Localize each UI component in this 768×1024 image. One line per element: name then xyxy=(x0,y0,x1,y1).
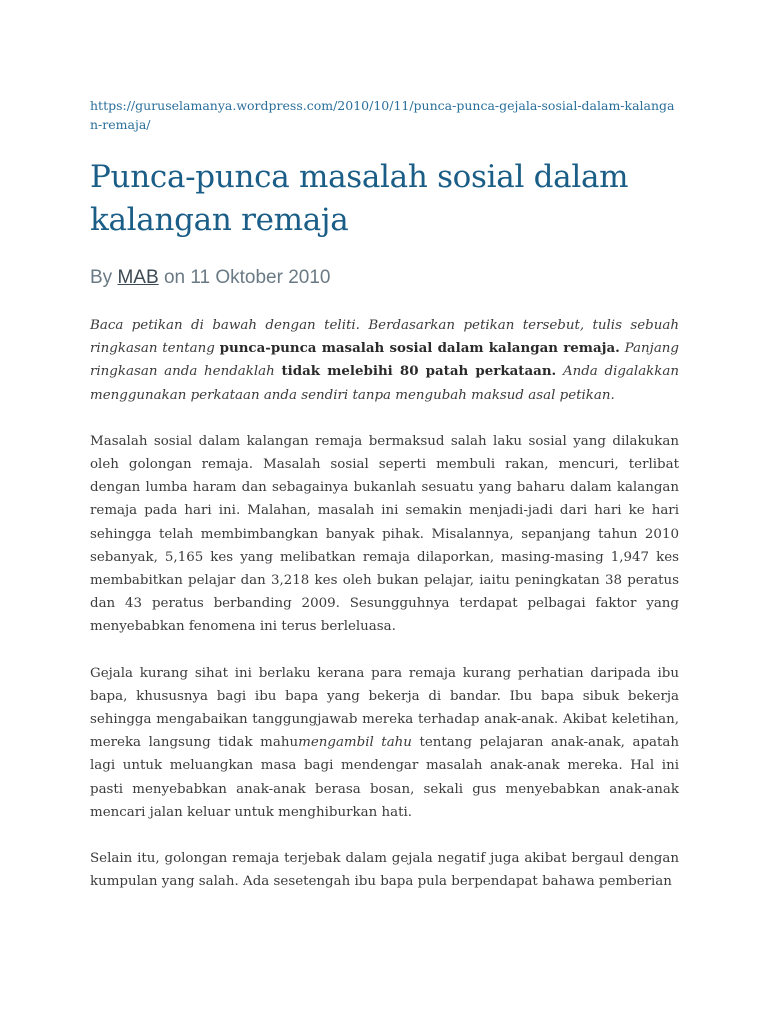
paragraph-2-italic: mengambil tahu xyxy=(298,735,412,751)
instruction-bold-1: punca-punca masalah sosial dalam kalangan remaja. xyxy=(219,340,620,357)
instruction-text-1: Baca petikan di bawah dengan teliti. Berdasarkan petikan tersebut, tulis sebuah ringkasan tentang xyxy=(90,318,679,357)
article xyxy=(90,96,679,893)
byline xyxy=(90,266,679,290)
byline-by: By xyxy=(90,267,113,288)
instruction-text-2: Panjang ringkasan anda hendaklah xyxy=(90,341,679,380)
instruction-paragraph xyxy=(90,314,679,407)
article-title: Punca-punca masalah sosial dalam kalangan remaja xyxy=(90,159,629,238)
paragraph-2-text-2: tentang pelajaran anak-anak, apatah lagi untuk meluangkan masa bagi mendengar masalah anak-anak mereka. Hal ini pasti menyebabkan anak-anak berasa bosan, sekali gus menyebabkan anak-anak mencari jalan keluar untuk menghiburkan hati. xyxy=(90,735,680,820)
body-paragraph-1: Masalah sosial dalam kalangan remaja bermaksud salah laku sosial yang dilakukan oleh golongan remaja. Masalah sosial seperti membuli rakan, mencuri, terlibat dengan lumba haram dan sebagainya bukanlah sesuatu yang baharu dalam kalangan remaja pada hari ini. Malahan, masalah ini semakin menjadi-jadi dari hari ke hari sehingga telah membimbangkan banyak pihak. Misalannya, sepanjang tahun 2010 sebanyak, 5,165 kes yang melibatkan remaja dilaporkan, masing-masing 1,947 kes membabitkan pelajar dan 3,218 kes oleh bukan pelajar, iaitu peningkatan 38 peratus dan 43 peratus berbanding 2009. Sesungguhnya terdapat pelbagai faktor yang menyebabkan fenomena ini terus berleluasa. xyxy=(90,433,679,635)
publish-date: 11 Oktober 2010 xyxy=(190,267,331,288)
byline-on: on xyxy=(163,267,186,288)
instruction-bold-2: tidak melebihi 80 patah perkataan. xyxy=(281,363,557,380)
instruction-text-3: Anda digalakkan menggunakan perkataan anda sendiri tanpa mengubah maksud asal petikan. xyxy=(90,364,680,403)
body-paragraph-2 xyxy=(90,662,679,824)
source-url-link[interactable]: https://guruselamanya.wordpress.com/2010/10/11/punca-punca-gejala-sosial-dalam-kalangan-remaja/ xyxy=(90,98,675,132)
paragraph-2-text-1: Gejala kurang sihat ini berlaku kerana para remaja kurang perhatian daripada ibu bapa, khususnya bagi ibu bapa yang bekerja di bandar. Ibu bapa sibuk bekerja sehingga mengabaikan tanggungjawab mereka terhadap anak-anak. Akibat keletihan, mereka langsung tidak mahu xyxy=(90,665,679,751)
body-paragraph-3: Selain itu, golongan remaja terjebak dalam gejala negatif juga akibat bergaul dengan kumpulan yang salah. Ada sesetengah ibu bapa pula berpendapat bahawa pemberian xyxy=(90,851,679,890)
author-link[interactable]: MAB xyxy=(117,267,159,288)
